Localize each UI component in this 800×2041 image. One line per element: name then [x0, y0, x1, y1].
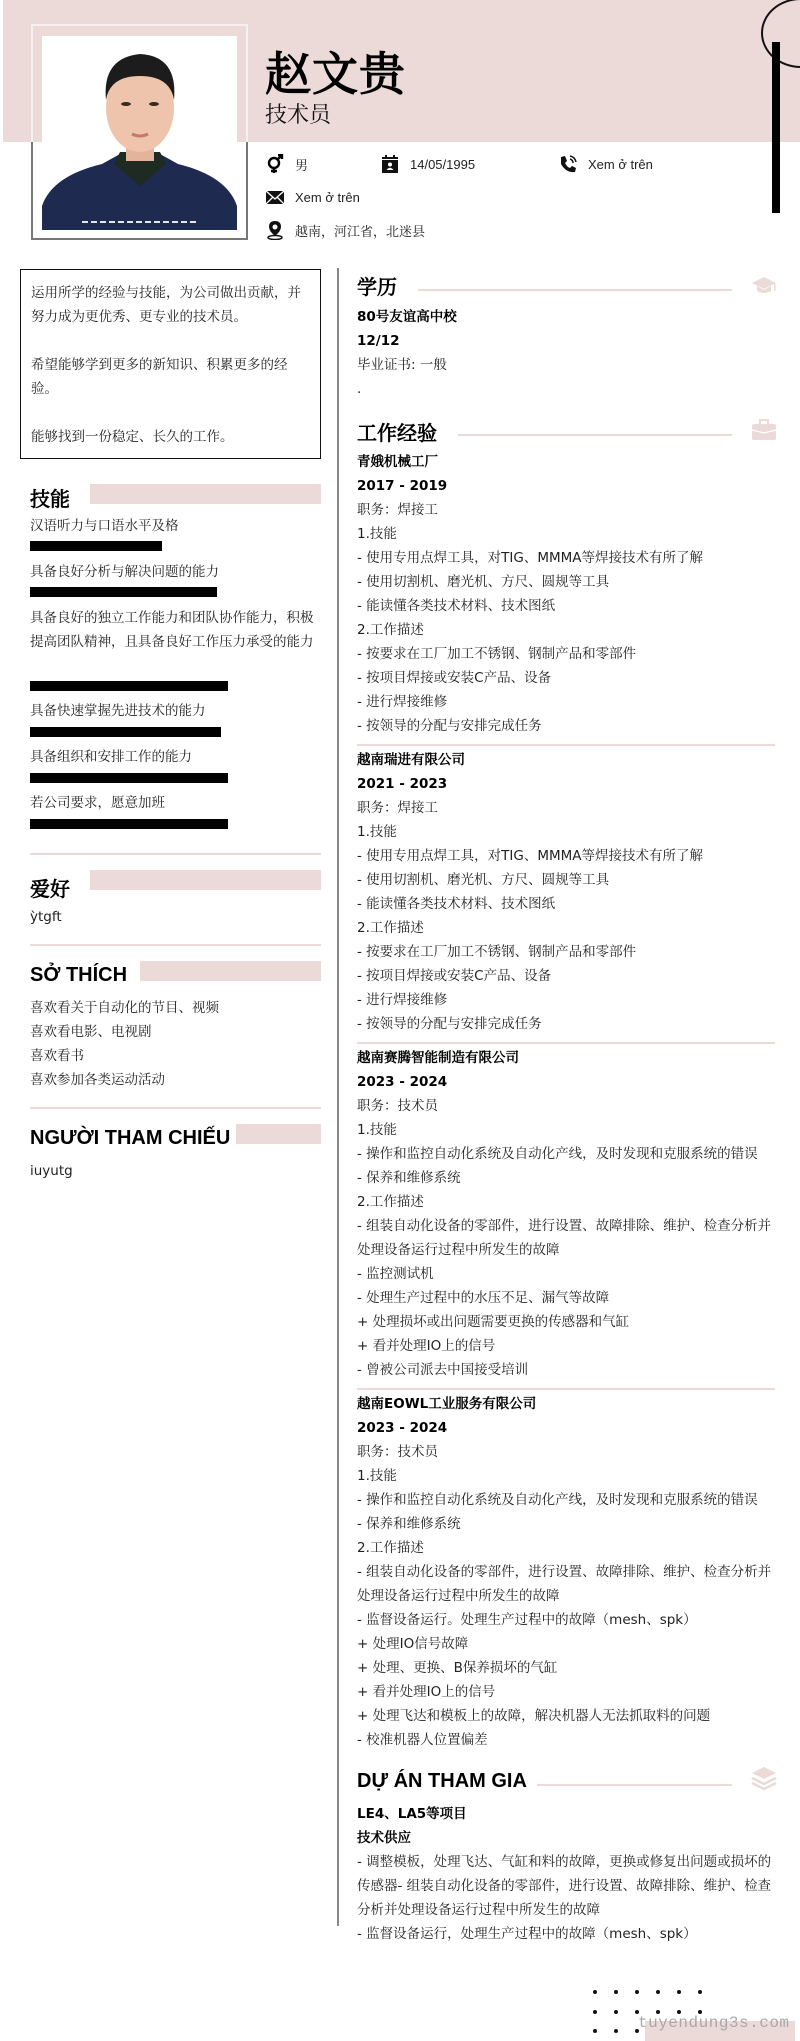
hobbies-text: ỳtgft	[30, 909, 62, 925]
certificate: 毕业证书: 一般	[357, 357, 447, 373]
section-divider	[30, 1107, 321, 1109]
heading-accent-bar	[140, 961, 321, 981]
gender-icon	[265, 154, 285, 174]
job-line: - 按项目焊接或安装C产品、设备	[357, 670, 552, 686]
objective-paragraph: 希望能够学到更多的新知识、积累更多的经验。	[31, 357, 288, 397]
email-field	[265, 187, 360, 207]
job-period: 2023 - 2024	[357, 1074, 448, 1090]
job-line: - 使用切割机、磨光机、方尺、圆规等工具	[357, 872, 610, 888]
heading-accent-bar	[90, 484, 321, 504]
column-divider	[337, 268, 339, 1926]
phone-field	[558, 154, 653, 174]
projects-heading: DỰ ÁN THAM GIA	[357, 1770, 527, 1792]
entry-divider	[357, 1388, 775, 1390]
map-pin-icon	[265, 220, 285, 240]
education-entry	[357, 305, 777, 401]
job-line: - 进行焊接维修	[357, 694, 448, 710]
envelope-icon	[265, 187, 285, 207]
hobbies-heading: 爱好	[30, 879, 70, 901]
job-line: - 按领导的分配与安排完成任务	[357, 1016, 542, 1032]
job-line: + 处理损坏或出问题需要更换的传感器和气缸	[357, 1314, 630, 1330]
job-line: - 监督设备运行。处理生产过程中的故障（mesh、spk）	[357, 1612, 697, 1628]
address-field	[265, 220, 425, 240]
job-entry	[357, 1392, 777, 1752]
job-line: - 按项目焊接或安装C产品、设备	[357, 968, 552, 984]
company-name: 越南EOWL工业服务有限公司	[357, 1396, 537, 1412]
skill-label: 具备良好分析与解决问题的能力	[30, 564, 219, 580]
project-line: - 监督设备运行，处理生产过程中的故障（mesh、spk）	[357, 1926, 697, 1942]
job-line: - 按领导的分配与安排完成任务	[357, 718, 542, 734]
job-line: 1.技能	[357, 824, 397, 840]
job-line: 1.技能	[357, 1122, 397, 1138]
job-line: - 组装自动化设备的零部件，进行设置、故障排除、维护、检查分析并处理设备运行过程中所发生的故障	[357, 1564, 772, 1604]
company-name: 越南瑞进有限公司	[357, 752, 465, 768]
job-line: 职务：技术员	[357, 1444, 438, 1460]
avatar	[42, 36, 237, 230]
job-entry	[357, 1046, 777, 1382]
interest-item: 喜欢参加各类运动活动	[30, 1072, 165, 1088]
gender-value: 男	[295, 157, 309, 173]
skill-label: 具备良好的独立工作能力和团队协作能力，积极提高团队精神，且具备良好工作压力承受的能力	[30, 610, 314, 650]
job-line: + 处理IO信号故障	[357, 1636, 469, 1652]
education-heading: 学历	[357, 277, 397, 299]
section-divider	[30, 853, 321, 855]
job-title: 技术员	[265, 103, 332, 128]
objective-paragraph: 运用所学的经验与技能，为公司做出贡献，并努力成为更优秀、更专业的技术员。	[31, 285, 301, 325]
job-line: + 看并处理IO上的信号	[357, 1338, 496, 1354]
interests-heading: SỞ THÍCH	[30, 964, 128, 986]
job-period: 2017 - 2019	[357, 478, 448, 494]
skill-label: 具备快速掌握先进技术的能力	[30, 703, 206, 719]
experience-heading: 工作经验	[357, 423, 437, 445]
job-line: - 操作和监控自动化系统及自动化产线，及时发现和克服系统的错误	[357, 1146, 758, 1162]
skill-level-bar	[30, 819, 228, 829]
job-line: - 按要求在工厂加工不锈钢、钢制产品和零部件	[357, 646, 637, 662]
job-line: + 处理飞达和模板上的故障，解决机器人无法抓取料的问题	[357, 1708, 711, 1724]
job-line: 职务：技术员	[357, 1098, 438, 1114]
job-line: 2.工作描述	[357, 920, 424, 936]
skill-level-bar	[30, 773, 228, 783]
job-line: - 使用专用点焊工具，对TIG、MMMA等焊接技术有所了解	[357, 848, 704, 864]
job-line: - 保养和维修系统	[357, 1170, 461, 1186]
job-line: - 处理生产过程中的水压不足、漏气等故障	[357, 1290, 610, 1306]
skill-label: 若公司要求，愿意加班	[30, 795, 165, 811]
phone-value: Xem ở trên	[588, 156, 653, 172]
watermark: tuyendung3s.com	[638, 2014, 790, 2032]
job-line: 职务：焊接工	[357, 502, 438, 518]
skill-level-bar	[30, 727, 221, 737]
interest-item: 喜欢看书	[30, 1048, 84, 1064]
job-line: 2.工作描述	[357, 1194, 424, 1210]
heading-accent-bar	[90, 870, 321, 890]
job-period: 2023 - 2024	[357, 1420, 448, 1436]
company-name: 青娥机械工厂	[357, 454, 438, 470]
job-line: - 操作和监控自动化系统及自动化产线，及时发现和克服系统的错误	[357, 1492, 758, 1508]
job-entry	[357, 450, 777, 738]
heading-accent-bar	[236, 1124, 321, 1144]
skill-label: 具备组织和安排工作的能力	[30, 749, 192, 765]
job-line: - 能读懂各类技术材料、技术图纸	[357, 598, 556, 614]
job-line: 职务：焊接工	[357, 800, 438, 816]
job-line: - 进行焊接维修	[357, 992, 448, 1008]
project-line: - 调整模板，处理飞达、气缸和料的故障，更换或修复出问题或损坏的传感器- 组装自动化设备的零部件，进行设置、故障排除、维护、检查分析并处理设备运行过程中所发生的故障	[357, 1854, 772, 1918]
references-heading: NGƯỜI THAM CHIẾU	[30, 1127, 231, 1149]
objective-paragraph: 能够找到一份稳定、长久的工作。	[31, 429, 234, 445]
job-line: - 监控测试机	[357, 1266, 434, 1282]
job-line: + 处理、更换、B保养损坏的气缸	[357, 1660, 558, 1676]
briefcase-icon	[751, 418, 777, 442]
skills-heading: 技能	[30, 489, 70, 511]
layers-icon	[751, 1766, 777, 1790]
project-entry	[357, 1802, 777, 1946]
references-text: iuyutg	[30, 1163, 73, 1179]
job-entry	[357, 748, 777, 1036]
phone-icon	[558, 154, 578, 174]
interest-item: 喜欢看电影、电视剧	[30, 1024, 152, 1040]
birthdate-value: 14/05/1995	[410, 156, 476, 172]
skill-level-bar	[30, 587, 217, 597]
school-name: 80号友谊高中校	[357, 309, 457, 325]
heading-rule	[537, 1784, 732, 1786]
project-role: 技术供应	[357, 1830, 411, 1846]
company-name: 越南赛腾智能制造有限公司	[357, 1050, 519, 1066]
job-line: 1.技能	[357, 1468, 397, 1484]
project-name: LE4、LA5等项目	[357, 1806, 467, 1822]
address-value: 越南，河江省，北迷县	[295, 223, 426, 239]
calendar-icon	[380, 154, 400, 174]
job-period: 2021 - 2023	[357, 776, 448, 792]
job-line: - 保养和维修系统	[357, 1516, 461, 1532]
entry-divider	[357, 744, 775, 746]
skill-level-bar	[30, 541, 162, 551]
education-period: 12/12	[357, 333, 400, 349]
entry-divider	[357, 1042, 775, 1044]
skill-level-bar	[30, 681, 228, 691]
email-value: Xem ở trên	[295, 189, 360, 205]
career-objective	[20, 269, 321, 459]
decorative-bar	[772, 42, 780, 213]
job-line: 2.工作描述	[357, 1540, 424, 1556]
graduation-cap-icon	[751, 273, 777, 297]
job-line: - 按要求在工厂加工不锈钢、钢制产品和零部件	[357, 944, 637, 960]
job-line: - 曾被公司派去中国接受培训	[357, 1362, 529, 1378]
education-note: .	[357, 381, 362, 397]
job-line: 2.工作描述	[357, 622, 424, 638]
job-line: - 使用专用点焊工具，对TIG、MMMA等焊接技术有所了解	[357, 550, 704, 566]
section-divider	[30, 944, 321, 946]
job-line: - 组装自动化设备的零部件，进行设置、故障排除、维护、检查分析并处理设备运行过程中所发生的故障	[357, 1218, 772, 1258]
job-line: + 看并处理IO上的信号	[357, 1684, 496, 1700]
skill-label: 汉语听力与口语水平及格	[30, 518, 179, 534]
job-line: - 能读懂各类技术材料、技术图纸	[357, 896, 556, 912]
heading-rule	[418, 289, 732, 291]
job-line: - 校准机器人位置偏差	[357, 1732, 488, 1748]
gender-field	[265, 154, 308, 174]
job-line: 1.技能	[357, 526, 397, 542]
birthdate-field	[380, 154, 475, 174]
heading-rule	[458, 434, 732, 436]
job-line: - 使用切割机、磨光机、方尺、圆规等工具	[357, 574, 610, 590]
interest-item: 喜欢看关于自动化的节目、视频	[30, 1000, 219, 1016]
candidate-name: 赵文贵	[265, 47, 406, 101]
